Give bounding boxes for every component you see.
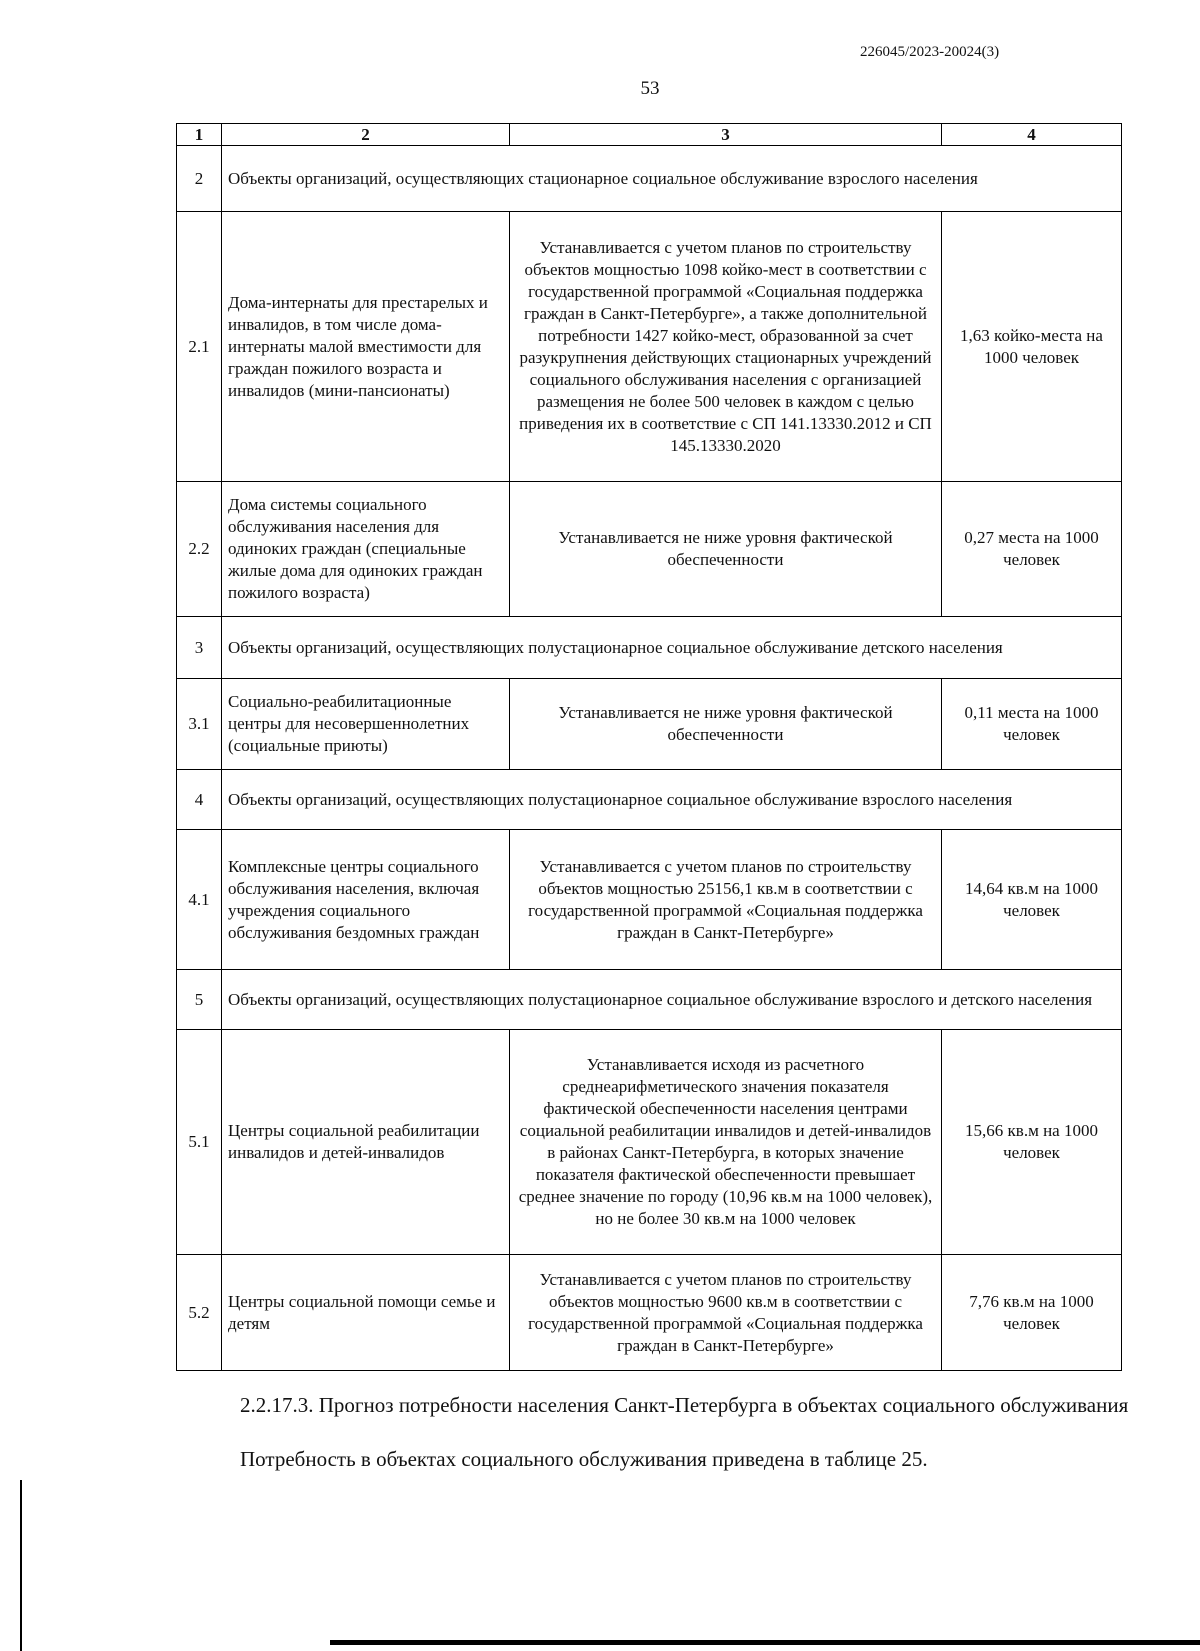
basis-text: Устанавливается исходя из расчетного среднеарифметического значения показателя фактической обеспеченности населения центрами социальной реабилитации инвалидов и детей-инвалидов в районах Санкт-Петербурга, в которых значение показателя фактической обеспеченности превышает среднее значение по городу (10,96 кв.м на 1000 человек), но не более 30 кв.м на 1000 человек: [510, 1030, 942, 1255]
norm-value: 1,63 койко-места на 1000 человек: [942, 212, 1122, 482]
row-number: 2.1: [177, 212, 222, 482]
norm-value: 7,76 кв.м на 1000 человек: [942, 1255, 1122, 1371]
row-number: 4: [177, 770, 222, 830]
row-number: 2.2: [177, 482, 222, 617]
social-facilities-table: [176, 123, 1122, 1371]
norm-value: 15,66 кв.м на 1000 человек: [942, 1030, 1122, 1255]
row-number: 2: [177, 146, 222, 212]
row-number: 4.1: [177, 830, 222, 970]
column-header: 3: [510, 124, 942, 146]
section-title: Объекты организаций, осуществляющих стационарное социальное обслуживание взрослого населения: [222, 146, 1122, 212]
row-number: 3: [177, 617, 222, 679]
scan-bottom-line: [330, 1640, 1200, 1645]
facility-name: Социально-реабилитационные центры для несовершеннолетних (социальные приюты): [222, 679, 510, 770]
row-number: 3.1: [177, 679, 222, 770]
table-header-row: [177, 124, 1122, 146]
facility-name: Центры социальной помощи семье и детям: [222, 1255, 510, 1371]
body-paragraph: Потребность в объектах социального обслуживания приведена в таблице 25.: [240, 1447, 928, 1471]
row-number: 5.2: [177, 1255, 222, 1371]
row-number: 5.1: [177, 1030, 222, 1255]
basis-text: Устанавливается с учетом планов по строительству объектов мощностью 9600 кв.м в соответствии с государственной программой «Социальная поддержка граждан в Санкт-Петербурге»: [510, 1255, 942, 1371]
page-number: 53: [640, 78, 660, 99]
table-row: [177, 970, 1122, 1030]
table-row: [177, 1255, 1122, 1371]
section-heading-paragraph: 2.2.17.3. Прогноз потребности населения Санкт-Петербурга в объектах социального обслуживания: [240, 1393, 1129, 1417]
row-number: 5: [177, 970, 222, 1030]
facility-name: Дома системы социального обслуживания населения для одиноких граждан (специальные жилые дома для одиноких граждан пожилого возраста): [222, 482, 510, 617]
table-row: [177, 770, 1122, 830]
basis-text: Устанавливается не ниже уровня фактической обеспеченности: [510, 482, 942, 617]
table-row: [177, 830, 1122, 970]
table-row: [177, 617, 1122, 679]
column-header: 1: [177, 124, 222, 146]
table-row: [177, 146, 1122, 212]
basis-text: Устанавливается с учетом планов по строительству объектов мощностью 1098 койко-мест в соответствии с государственной программой «Социальная поддержка граждан в Санкт-Петербурге», а также дополнительной потребности 1427 койко-мест, образованной за счет разукрупнения действующих стационарных учреждений социального обслуживания населения с организацией размещения не более 500 человек в каждом с целью приведения их в соответствие с СП 141.13330.2012 и СП 145.13330.2020: [510, 212, 942, 482]
table-row: [177, 482, 1122, 617]
facility-name: Дома-интернаты для престарелых и инвалидов, в том числе дома-интернаты малой вместимости для граждан пожилого возраста и инвалидов (мини-пансионаты): [222, 212, 510, 482]
table-row: [177, 1030, 1122, 1255]
column-header: 4: [942, 124, 1122, 146]
scan-edge-line: [20, 1480, 22, 1651]
norm-value: 14,64 кв.м на 1000 человек: [942, 830, 1122, 970]
table-row: [177, 212, 1122, 482]
basis-text: Устанавливается с учетом планов по строительству объектов мощностью 25156,1 кв.м в соответствии с государственной программой «Социальная поддержка граждан в Санкт-Петербурге»: [510, 830, 942, 970]
facility-name: Центры социальной реабилитации инвалидов и детей-инвалидов: [222, 1030, 510, 1255]
section-title: Объекты организаций, осуществляющих полустационарное социальное обслуживание взрослого населения: [222, 770, 1122, 830]
section-title: Объекты организаций, осуществляющих полустационарное социальное обслуживание детского населения: [222, 617, 1122, 679]
norm-value: 0,27 места на 1000 человек: [942, 482, 1122, 617]
norm-value: 0,11 места на 1000 человек: [942, 679, 1122, 770]
facility-name: Комплексные центры социального обслуживания населения, включая учреждения социального обслуживания бездомных граждан: [222, 830, 510, 970]
document-id: 226045/2023-20024(3): [860, 44, 1000, 60]
column-header: 2: [222, 124, 510, 146]
basis-text: Устанавливается не ниже уровня фактической обеспеченности: [510, 679, 942, 770]
table-row: [177, 679, 1122, 770]
section-title: Объекты организаций, осуществляющих полустационарное социальное обслуживание взрослого и детского населения: [222, 970, 1122, 1030]
